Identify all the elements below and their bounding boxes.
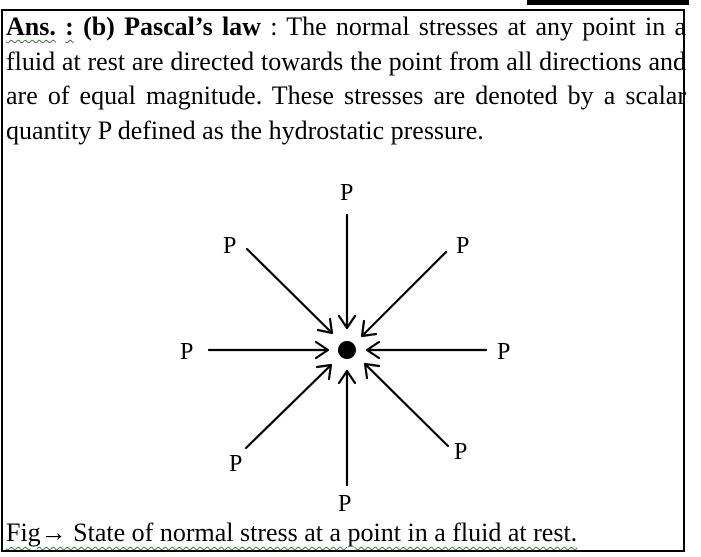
- law-name: Pascal’s law: [124, 12, 261, 41]
- arrow-bottom-right: [365, 364, 448, 446]
- law-separator: :: [260, 12, 287, 41]
- arrow-bottom-left: [246, 365, 331, 448]
- label-p-bottom-right: P: [454, 439, 468, 465]
- label-p-top-left: P: [223, 233, 237, 259]
- label-p-top-right: P: [456, 233, 470, 259]
- arrow-top: [339, 215, 355, 328]
- label-p-left: P: [180, 339, 194, 365]
- fluid-point: [338, 341, 356, 359]
- arrow-top-left: [247, 249, 332, 333]
- label-p-right: P: [497, 339, 511, 365]
- arrow-top-right: [362, 252, 446, 336]
- arrow-right: [367, 342, 486, 358]
- label-p-top: P: [340, 180, 354, 206]
- answer-body: The normal stresses at any point in a fluid at rest are directed towards the point from all directions and are of equal magnitude. These stresses are denoted by a scalar quantity P defined as the hydrostatic pressure.: [6, 12, 687, 145]
- label-p-bottom-left: P: [229, 451, 243, 477]
- answer-colon: :: [65, 12, 74, 41]
- arrow-left: [209, 342, 328, 358]
- figure-caption: Fig→ State of normal stress at a point in a fluid at rest.: [6, 518, 578, 547]
- answer-option: (b): [83, 12, 115, 41]
- label-p-bottom: P: [338, 491, 352, 517]
- answer-prefix: Ans.: [6, 12, 56, 41]
- arrow-bottom: [339, 371, 355, 485]
